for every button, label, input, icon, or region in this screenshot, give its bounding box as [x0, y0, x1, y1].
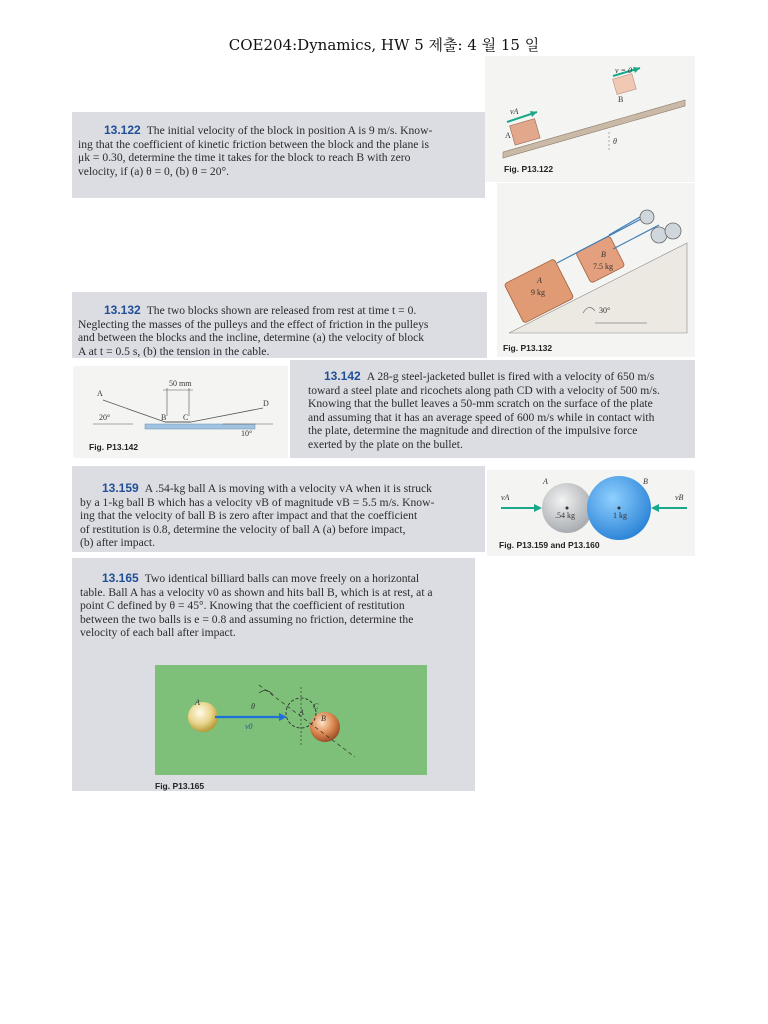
problem-line: A at t = 0.5 s, (b) the tension in the cable.: [78, 344, 270, 358]
figure-p13159: [487, 470, 695, 556]
figure-p13122: [485, 56, 695, 182]
problem-line: toward a steel plate and ricochets along path CD with a velocity of 500 m/s.: [308, 383, 660, 397]
problem-line: Neglecting the masses of the pulleys and the effect of friction in the pulleys: [78, 317, 429, 331]
problem-line-text: The initial velocity of the block in position A is 9 m/s. Know-: [146, 124, 433, 137]
label-v0: v0: [245, 722, 253, 731]
block-b: [576, 236, 625, 284]
label-b: B: [161, 413, 167, 422]
problem-line: Knowing that the bullet leaves a 50-mm scratch on the surface of the plate: [308, 397, 653, 410]
label-distance: 50 mm: [169, 379, 192, 388]
steel-plate: [145, 424, 255, 429]
page-title: COE204:Dynamics, HW 5 제출: 4 월 15 일: [228, 36, 540, 54]
pulley: [651, 227, 667, 243]
problem-line-text: A .54-kg ball A is moving with a velocity vA when it is struck: [144, 482, 432, 495]
label-a: A: [97, 389, 103, 398]
problem-line: of restitution is 0.8, determine the velocity of ball A (a) before impact,: [80, 522, 406, 536]
problem-line-text: The two blocks shown are released from rest at time t = 0.: [146, 304, 417, 317]
problem-number: 13.165: [102, 571, 139, 585]
figure-p13142: [73, 366, 288, 458]
figure-caption: Fig. P13.159 and P13.160: [499, 540, 600, 550]
figure-caption: Fig. P13.132: [503, 343, 553, 353]
figure-p13132: [497, 183, 695, 357]
label-va: vA: [510, 107, 519, 116]
problem-line: [80, 572, 469, 586]
problem-line: [298, 370, 689, 384]
label-b: B: [643, 477, 648, 486]
figure-caption: Fig. P13.165: [155, 781, 205, 791]
problem-line: point C defined by θ = 45°. Knowing that the coefficient of restitution: [80, 599, 405, 612]
problem-line: table. Ball A has a velocity v0 as shown and hits ball B, which is at rest, at a: [80, 585, 433, 599]
problem-13142-text: [290, 360, 695, 458]
label-a: A: [543, 477, 548, 486]
label-a: A: [195, 698, 200, 707]
billiard-balls-diagram: [155, 665, 427, 775]
figure-p13165: [155, 665, 427, 775]
problem-line: by a 1-kg ball B which has a velocity vB of magnitude vB = 5.5 m/s. Know-: [80, 495, 435, 509]
problem-line: and between the blocks and the incline, determine (a) the velocity of block: [78, 331, 425, 344]
label-c: C: [183, 413, 189, 422]
problem-line: velocity, if (a) θ = 0, (b) θ = 20°.: [78, 164, 230, 178]
label-a: A: [537, 276, 542, 285]
problem-line: [80, 482, 479, 496]
label-d: D: [263, 399, 269, 408]
problem-line: and assuming that it has an average speed of 600 m/s while in contact with: [308, 410, 655, 424]
problem-number: 13.142: [324, 369, 361, 383]
label-angle-2: 10°: [241, 429, 253, 438]
label-b: B: [321, 714, 326, 723]
label-b-mass: 7.5 kg: [593, 262, 613, 271]
block-a: [510, 119, 541, 145]
problem-line: the plate, determine the magnitude and direction of the impulsive force: [308, 424, 638, 437]
label-mass-b: 1 kg: [613, 511, 627, 520]
problem-line: velocity of each ball after impact.: [80, 626, 236, 639]
problem-number: 13.122: [104, 123, 141, 137]
pulley: [665, 223, 681, 239]
figure-caption: Fig. P13.142: [89, 442, 139, 452]
label-va: vA: [501, 493, 510, 502]
label-v0: v = 0: [615, 66, 632, 75]
problem-line: (b) after impact.: [80, 536, 155, 549]
pulley-blocks-diagram: [497, 183, 695, 357]
label-mass-a: .54 kg: [555, 511, 575, 520]
ball-a: [188, 702, 218, 732]
problem-line: [78, 304, 479, 318]
problem-number: 13.159: [102, 481, 139, 495]
label-a-mass: 9 kg: [531, 288, 545, 297]
label-b: B: [601, 250, 606, 259]
figure-caption: Fig. P13.122: [504, 164, 554, 174]
label-a-contact: A: [299, 708, 304, 717]
label-angle: 30°: [599, 306, 611, 315]
label-theta: θ: [613, 137, 617, 146]
block-b: [613, 74, 637, 95]
label-a: A: [505, 131, 511, 140]
problem-line: [78, 124, 477, 138]
problem-number: 13.132: [104, 303, 141, 317]
label-angle-1: 20°: [99, 413, 111, 422]
problem-line: exerted by the plate on the bullet.: [308, 437, 463, 451]
problem-line-text: Two identical billiard balls can move freely on a horizontal: [144, 572, 420, 585]
problem-line: ing that the coefficient of kinetic friction between the block and the plane is: [78, 137, 430, 151]
problem-line: ing that the velocity of ball B is zero after impact and that the coefficient: [80, 509, 418, 522]
problem-line: between the two balls is e = 0.8 and assuming no friction, determine the: [80, 612, 414, 626]
problem-13132-text: [72, 292, 487, 358]
problem-line-text: A 28-g steel-jacketed bullet is fired with a velocity of 650 m/s: [366, 370, 655, 383]
problem-13159-text: [72, 466, 485, 552]
label-c: C: [313, 702, 319, 711]
problem-line: μk = 0.30, determine the time it takes for the block to reach B with zero: [78, 151, 411, 164]
problem-13122-text: [72, 112, 485, 198]
label-vb: vB: [675, 493, 684, 502]
label-theta: θ: [251, 702, 255, 711]
pulley: [640, 210, 654, 224]
label-b: B: [618, 95, 624, 104]
